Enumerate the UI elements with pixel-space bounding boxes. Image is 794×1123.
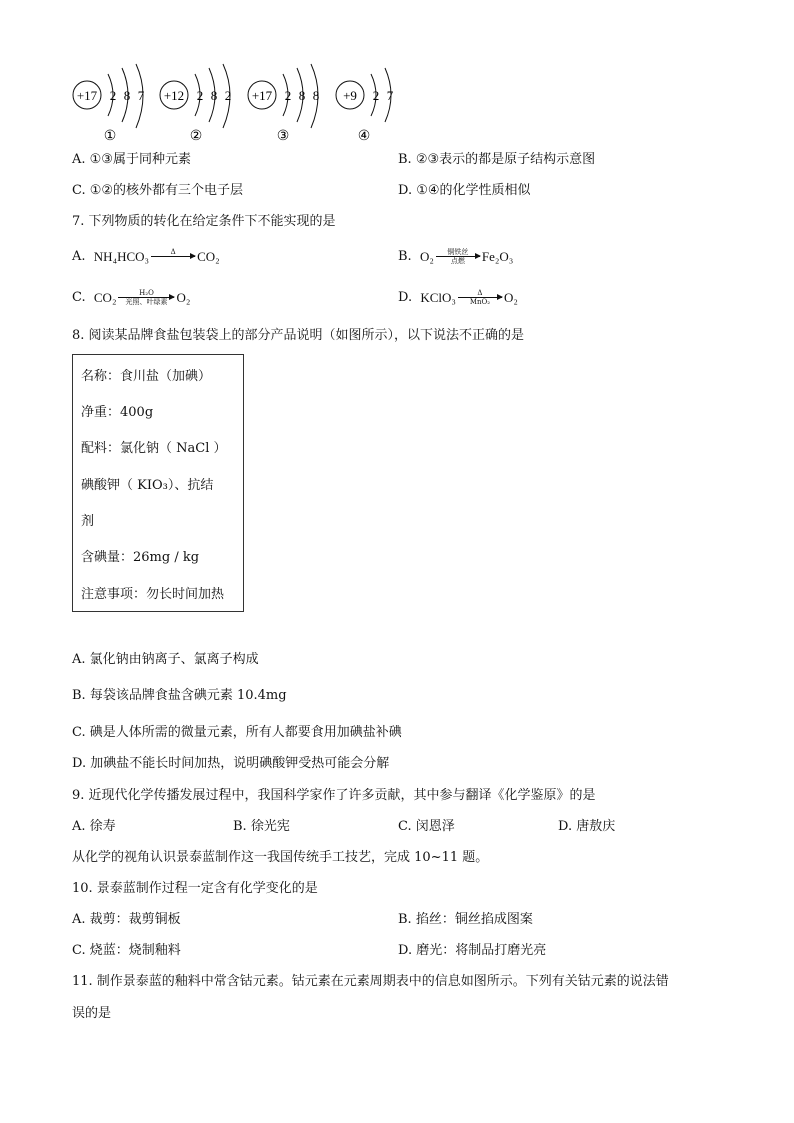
arrow-condition-top: Δ: [170, 248, 176, 256]
q7-option-c[interactable]: [72, 289, 190, 306]
q8-option-c[interactable]: C. 碘是人体所需的微量元素，所有人都要食用加碘盐补碘: [72, 725, 402, 740]
product: O₂: [503, 289, 518, 305]
q10-option-a[interactable]: A. 裁剪：裁剪铜板: [72, 912, 181, 927]
atom-diagram-2: [160, 64, 231, 144]
q8-option-d[interactable]: D. 加碘盐不能长时间加热，说明碘酸钾受热可能会分解: [72, 756, 390, 771]
q7-option-b[interactable]: [398, 248, 513, 265]
reaction-arrow: [151, 248, 195, 265]
reaction-arrow: [458, 289, 502, 306]
box-ingredients: 配料：氯化钠（ NaCl ）: [81, 441, 227, 456]
shell-electrons: 8: [298, 88, 306, 103]
q9-stem: 9. 近现代化学传播发展过程中，我国科学家作了许多贡献，其中参与翻译《化学鉴原》的是: [72, 788, 596, 803]
reaction-arrow: [436, 248, 480, 265]
q10-stem: 10. 景泰蓝制作过程一定含有化学变化的是: [72, 881, 318, 896]
q8-option-b[interactable]: B. 每袋该品牌食盐含碘元素 10.4mg: [72, 688, 287, 703]
option-label: B.: [398, 249, 412, 264]
option-label: C.: [72, 290, 86, 305]
option-label: A.: [72, 249, 86, 264]
reactant: O₂: [419, 248, 434, 264]
nucleus-charge: +9: [343, 88, 357, 103]
shell-electrons: 8: [210, 88, 218, 103]
q9-option-a[interactable]: A. 徐寿: [72, 819, 116, 834]
diagram-label: ①: [103, 128, 117, 144]
shell-electrons: 2: [224, 88, 232, 103]
q10-option-c[interactable]: C. 烧蓝：烧制釉料: [72, 943, 181, 958]
q7-stem: 7. 下列物质的转化在给定条件下不能实现的是: [72, 214, 336, 229]
product: CO₂: [197, 248, 220, 264]
arrow-condition-top: 铜铁丝: [447, 248, 469, 256]
q6-option-d[interactable]: D. ①④的化学性质相似: [398, 183, 531, 198]
q10-option-d[interactable]: D. 磨光：将制品打磨光亮: [398, 943, 547, 958]
q11-stem-cont: 误的是: [72, 1006, 112, 1021]
diagram-label: ③: [276, 128, 290, 144]
reactant: CO₂: [93, 289, 117, 305]
shell-electrons: 2: [284, 88, 292, 103]
atom-structure-diagrams: [70, 60, 410, 144]
shell-electrons: 8: [312, 88, 320, 103]
q7-option-a[interactable]: [72, 248, 220, 265]
arrow-condition-bottom: 点燃: [450, 257, 465, 265]
shell-electrons: 2: [109, 88, 117, 103]
atom-diagram-4: [336, 68, 394, 144]
nucleus-charge: +12: [163, 88, 185, 103]
q6-option-a[interactable]: A. ①③属于同种元素: [72, 152, 191, 167]
arrow-condition-bottom: 光照、叶绿素: [125, 298, 168, 306]
diagram-label: ②: [189, 128, 203, 144]
product: Fe₂O₃: [481, 248, 514, 264]
box-weight: 净重：400g: [81, 405, 154, 420]
arrow-condition-top: H₂O: [139, 289, 154, 297]
product: O₂: [176, 289, 191, 305]
box-name: 名称：食川盐（加碘）: [81, 369, 212, 384]
reactant: NH₄HCO₃: [93, 248, 150, 264]
shell-electrons: 2: [196, 88, 204, 103]
atom-diagram-1: [73, 64, 145, 144]
shell-electrons: 2: [372, 88, 380, 103]
shell-electrons: 8: [123, 88, 131, 103]
q7-option-d[interactable]: [398, 289, 518, 306]
arrow-condition-bottom: MnO₂: [469, 298, 491, 306]
reactant: KClO₃: [420, 289, 456, 305]
box-ingredients-cont: 碘酸钾（ KIO₃）、抗结: [81, 478, 214, 493]
q9-option-b[interactable]: B. 徐光宪: [233, 819, 290, 834]
salt-label-box: [72, 354, 244, 612]
reaction-arrow: [118, 289, 174, 306]
box-iodine-content: 含碘量：26mg / kg: [81, 550, 200, 565]
q8-stem: 8. 阅读某品牌食盐包装袋上的部分产品说明（如图所示），以下说法不正确的是: [72, 328, 525, 343]
nucleus-charge: +17: [76, 88, 98, 103]
diagram-label: ④: [357, 128, 371, 144]
q6-option-c[interactable]: C. ①②的核外都有三个电子层: [72, 183, 244, 198]
arrow-condition-top: Δ: [477, 289, 483, 297]
box-note: 注意事项：勿长时间加热: [81, 587, 225, 602]
box-ingredients-end: 剂: [81, 514, 95, 529]
q10-option-b[interactable]: B. 掐丝：铜丝掐成图案: [398, 912, 533, 927]
atom-diagram-3: [248, 64, 319, 144]
section-intro: 从化学的视角认识景泰蓝制作这一我国传统手工技艺，完成 10~11 题。: [72, 850, 489, 865]
q8-option-a[interactable]: A. 氯化钠由钠离子、氯离子构成: [72, 652, 259, 667]
q11-stem: 11. 制作景泰蓝的釉料中常含钴元素。钴元素在元素周期表中的信息如图所示。下列有关钴元素的说法错: [72, 974, 669, 989]
option-label: D.: [398, 290, 413, 305]
q6-option-b[interactable]: B. ②③表示的都是原子结构示意图: [398, 152, 596, 167]
shell-electrons: 7: [137, 88, 145, 103]
q9-option-d[interactable]: D. 唐敖庆: [558, 819, 616, 834]
q9-option-c[interactable]: C. 闵恩泽: [398, 819, 455, 834]
shell-electrons: 7: [386, 88, 394, 103]
nucleus-charge: +17: [251, 88, 273, 103]
